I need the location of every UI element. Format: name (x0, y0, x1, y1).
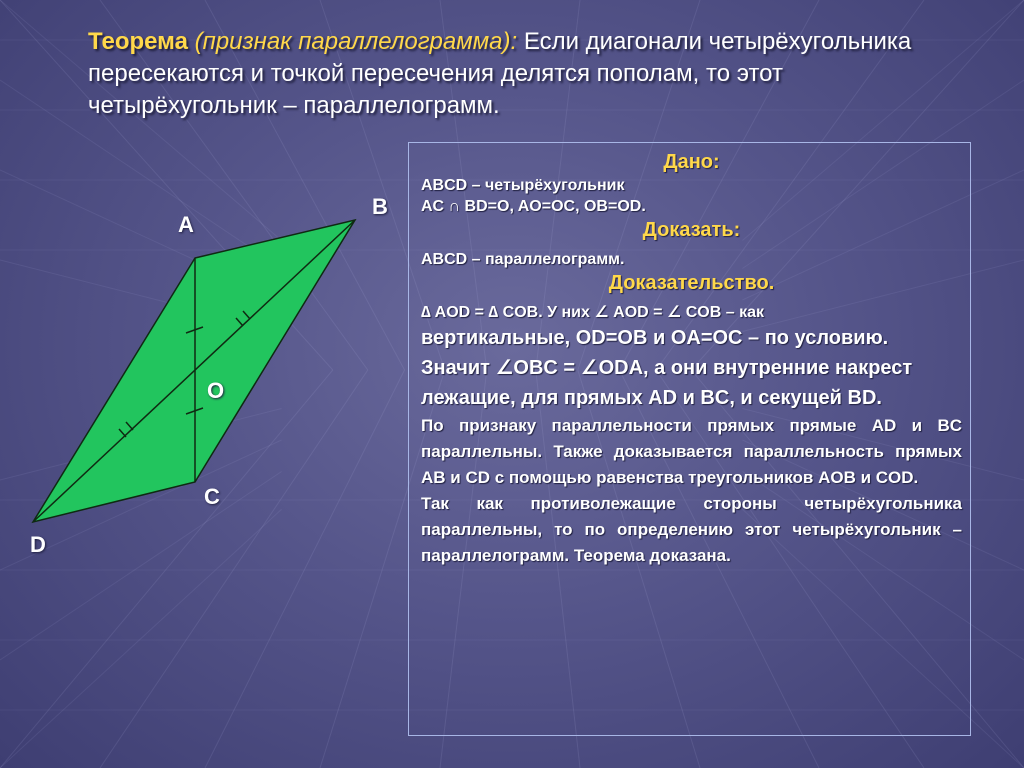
prove-line-1: ABCD – параллелограмм. (421, 251, 625, 268)
proof-step-2: вертикальные, OD=OB и OA=OC – по условию. (421, 327, 889, 349)
theorem-text: Если диагонали четырёхугольника пересекаются и точкой пересечения делятся пополам, то этот четырёхугольник – параллелограмм. (88, 28, 912, 119)
proof-step-3: Значит ∠OBC = ∠ODA, а они внутренние накрест лежащие, для прямых AD и BC, и секущей BD. (421, 357, 913, 409)
given-line-1: ABCD – четырёхугольник (421, 177, 625, 194)
vertex-label-a: A (178, 212, 194, 237)
prove-heading: Доказать: (642, 219, 741, 241)
proof-step-5: Так как противолежащие стороны четырёхугольника параллельны, то по определению этот четырёхугольник – параллелограмм. Теорема доказана. (421, 494, 962, 565)
proof-box (408, 142, 971, 736)
proof-heading: Доказательство. (608, 272, 775, 294)
theorem-keyword: Теорема (88, 28, 188, 55)
vertex-label-c: C (204, 484, 220, 509)
vertex-label-b: B (372, 194, 388, 219)
proof-step-1: ∆ AOD = ∆ COB. У них ∠ AOD = ∠ COB – как (421, 304, 764, 321)
proof-step-4: По признаку параллельности прямых прямые AD и BC параллельны. Также доказывается параллельность прямых AB и CD с помощью равенства треугольников AOB и COD. (421, 416, 962, 487)
parallelogram-figure (0, 180, 400, 560)
given-heading: Дано: (663, 151, 720, 173)
theorem-parenthetical: (признак параллелограмма): (187, 28, 518, 55)
given-line-2: AC ∩ BD=O, AO=OC, OB=OD. (421, 198, 646, 215)
vertex-label-d: D (30, 532, 46, 557)
vertex-label-o: O (207, 378, 225, 403)
theorem-statement (88, 26, 948, 122)
